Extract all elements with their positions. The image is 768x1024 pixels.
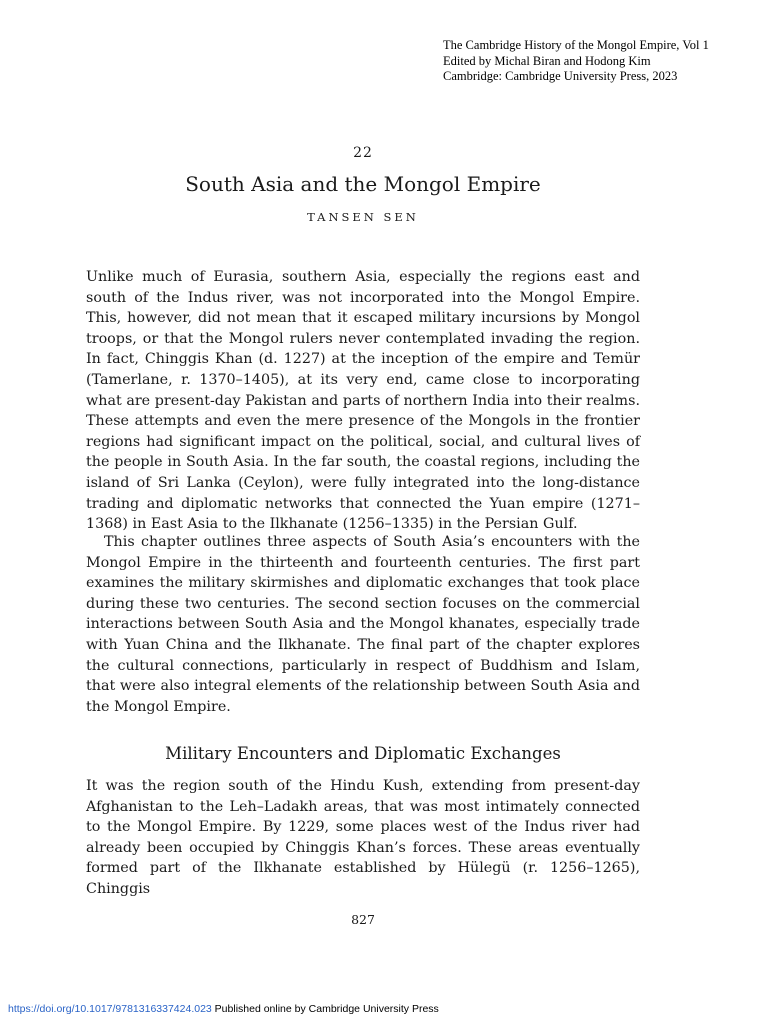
chapter-number: 22 [353,145,373,161]
chapter-author: TANSEN SEN [307,210,419,224]
paragraph-text: Unlike much of Eurasia, southern Asia, especially the regions east and south of the Indus river, was not incorporated into the Mongol Empire. This, however, did not mean that it escaped military incursions by Mongol troops, or that the Mongol rulers never contemplated invading the region. In fact, Chinggis Khan (d. 1227) at the inception of the empire and Temür (Tamerlane, r. 1370–1405), at its very end, came close to incorporating what are present-day Pakistan and parts of northern India into their realms. These attempts and even the mere presence of the Mongols in the frontier regions had significant impact on the political, social, and cultural lives of the people in South Asia. In the far south, the coastal regions, including the island of Sri Lanka (Ceylon), were fully integrated into the long-distance trading and diplomatic networks that connected the Yuan empire (1271–1368) in East Asia to the Ilkhanate (1256–1335) in the Persian Gulf. [86,269,640,533]
section-heading: Military Encounters and Diplomatic Exchanges [165,744,561,763]
paragraph-text: It was the region south of the Hindu Kush, extending from present-day Afghanistan to the Leh–Ladakh areas, that was most intimately connected to the Mongol Empire. By 1229, some places west of the Indus river had already been occupied by Chinggis Khan’s forces. These areas eventually formed part of the Ilkhanate established by Hülegü (r. 1256–1265), Chinggis [86,778,640,897]
footer [8,1003,439,1015]
chapter-title: South Asia and the Mongol Empire [185,172,541,196]
paragraph-text: This chapter outlines three aspects of South Asia’s encounters with the Mongol Empire in the thirteenth and fourteenth centuries. The first part examines the military skirmishes and diplomatic exchanges that took place during these two centuries. The second section focuses on the commercial interactions between South Asia and the Mongol khanates, especially trade with Yuan China and the Ilkhanate. The final part of the chapter explores the cultural connections, particularly in respect of Buddhism and Islam, that were also integral elements of the relationship between South Asia and the Mongol Empire. [86,534,640,715]
citation-publisher: Cambridge: Cambridge University Press, 2023 [443,69,678,83]
doi-link[interactable]: https://doi.org/10.1017/9781316337424.023 [8,1003,212,1015]
intro-paragraph [86,267,640,535]
citation-book-title: The Cambridge History of the Mongol Empire, Vol 1 [443,38,709,52]
citation-editors: Edited by Michal Biran and Hodong Kim [443,53,651,68]
citation-block [443,38,763,85]
section-paragraph [86,776,640,900]
page-number: 827 [351,912,375,927]
footer-published-text: Published online by Cambridge University Press [211,1003,439,1015]
outline-paragraph [86,532,640,717]
